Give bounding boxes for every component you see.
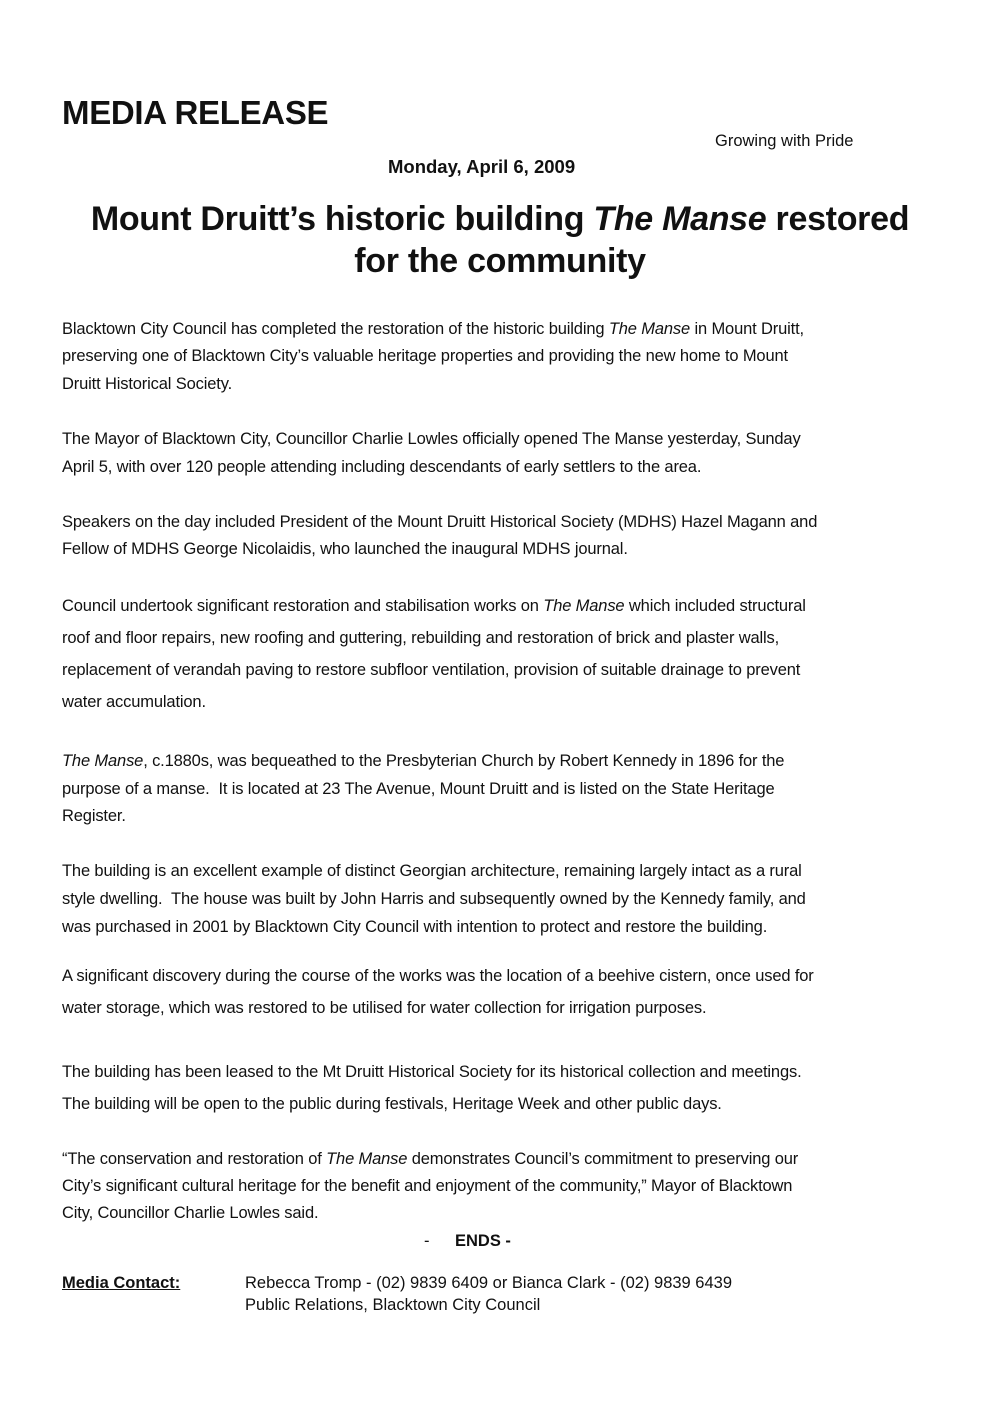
text: style dwelling. The house was built by John Harris and subsequently owned by the Kennedy family, and bbox=[62, 890, 806, 908]
paragraph-line: City’s significant cultural heritage for the benefit and enjoyment of the community,” Mayor of Blacktown bbox=[62, 1177, 793, 1195]
document-type-title: MEDIA RELEASE bbox=[62, 94, 329, 131]
paragraph-line: preserving one of Blacktown City’s valuable heritage properties and providing the new home to Mount bbox=[62, 347, 788, 365]
paragraph-line: replacement of verandah paving to restore subfloor ventilation, provision of suitable drainage to prevent bbox=[62, 661, 801, 679]
release-date: Monday, April 6, 2009 bbox=[388, 156, 576, 177]
media-contact-label: Media Contact: bbox=[62, 1274, 181, 1292]
media-contact-department: Public Relations, Blacktown City Council bbox=[245, 1296, 541, 1314]
text: Council undertook significant restoration and stabilisation works on bbox=[62, 597, 544, 615]
italic-text: The Manse bbox=[326, 1150, 408, 1168]
paragraph-line bbox=[62, 890, 806, 909]
headline-text: restored bbox=[766, 200, 910, 238]
text: in Mount Druitt, bbox=[690, 320, 804, 338]
paragraph-line: Fellow of MDHS George Nicolaidis, who launched the inaugural MDHS journal. bbox=[62, 540, 628, 558]
paragraph-line bbox=[62, 752, 784, 771]
paragraph-line: The Mayor of Blacktown City, Councillor Charlie Lowles officially opened The Manse yesterday, Sunday bbox=[62, 430, 801, 448]
paragraph-line bbox=[62, 597, 806, 616]
italic-text: The Manse bbox=[608, 320, 691, 338]
ends-marker: ENDS - bbox=[455, 1232, 511, 1250]
text: purpose of a manse. It is located at 23 The Avenue, Mount Druitt and is listed on the State Heritage bbox=[62, 780, 775, 798]
text: which included structural bbox=[624, 597, 806, 615]
paragraph-line: Speakers on the day included President of the Mount Druitt Historical Society (MDHS) Hazel Magann and bbox=[62, 513, 818, 531]
paragraph-line: Druitt Historical Society. bbox=[62, 375, 233, 393]
paragraph-line: April 5, with over 120 people attending including descendants of early settlers to the area. bbox=[62, 458, 702, 476]
paragraph-line: Register. bbox=[62, 807, 126, 825]
paragraph-line bbox=[62, 1150, 798, 1169]
media-contact-names: Rebecca Tromp - (02) 9839 6409 or Bianca Clark - (02) 9839 6439 bbox=[245, 1274, 733, 1292]
headline-line-1 bbox=[0, 200, 1000, 239]
paragraph-line: City, Councillor Charlie Lowles said. bbox=[62, 1204, 319, 1222]
text: Blacktown City Council has completed the restoration of the historic building bbox=[62, 320, 609, 338]
ends-dash: - bbox=[424, 1232, 430, 1250]
paragraph-line: The building is an excellent example of distinct Georgian architecture, remaining largely intact as a rural bbox=[62, 862, 802, 880]
paragraph-line: The building has been leased to the Mt Druitt Historical Society for its historical collection and meetings. bbox=[62, 1063, 802, 1081]
paragraph-line: was purchased in 2001 by Blacktown City Council with intention to protect and restore the building. bbox=[62, 918, 768, 936]
paragraph-line bbox=[62, 320, 804, 339]
text: “The conservation and restoration of bbox=[62, 1150, 327, 1168]
paragraph-line: water storage, which was restored to be utilised for water collection for irrigation purposes. bbox=[62, 999, 707, 1017]
text: demonstrates Council’s commitment to preserving our bbox=[407, 1150, 799, 1168]
paragraph-line: roof and floor repairs, new roofing and guttering, rebuilding and restoration of brick and plaster walls, bbox=[62, 629, 780, 647]
paragraph-line: water accumulation. bbox=[62, 693, 206, 711]
paragraph-line: The building will be open to the public during festivals, Heritage Week and other public days. bbox=[62, 1095, 722, 1113]
italic-text: The Manse bbox=[543, 597, 625, 615]
text: , c.1880s, was bequeathed to the Presbyterian Church by Robert Kennedy in 1896 for the bbox=[143, 752, 785, 770]
tagline: Growing with Pride bbox=[715, 132, 854, 150]
headline-line-2: for the community bbox=[354, 242, 646, 280]
italic-text: The Manse bbox=[62, 752, 144, 770]
paragraph-line bbox=[62, 780, 775, 799]
headline-text: Mount Druitt’s historic building bbox=[90, 200, 594, 238]
paragraph-line: A significant discovery during the course of the works was the location of a beehive cistern, once used for bbox=[62, 967, 814, 985]
headline-italic-name: The Manse bbox=[593, 200, 767, 238]
